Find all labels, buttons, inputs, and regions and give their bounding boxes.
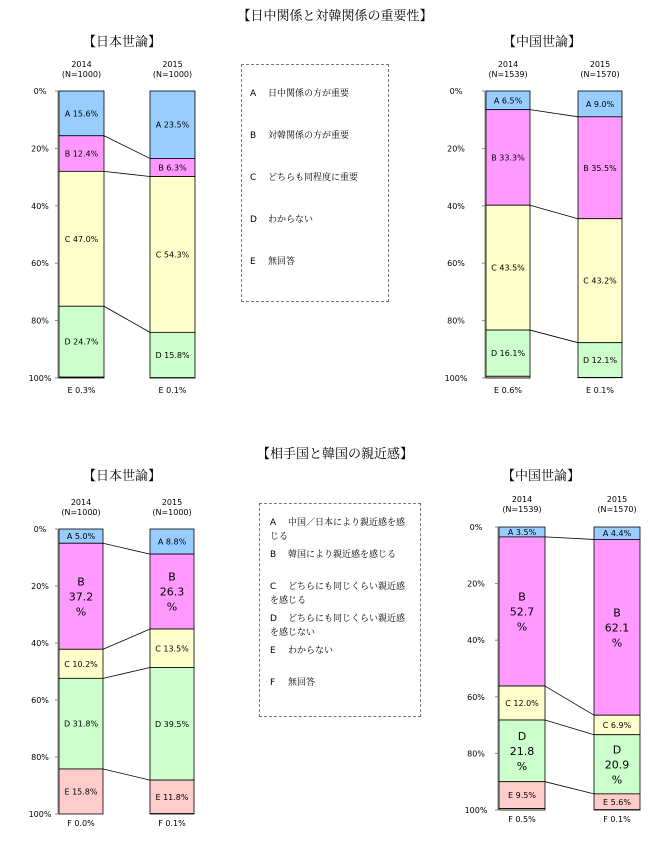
column-n: (N=1000) [61, 508, 101, 517]
legend-key: E [250, 257, 256, 267]
chart-title: 【中国世論】 [502, 35, 582, 50]
data-label: D [517, 729, 527, 743]
data-label: % [611, 773, 623, 787]
y-tick-label: 80% [447, 316, 465, 326]
data-label: % [75, 605, 87, 619]
chart-title: 【日本世論】 [82, 35, 162, 50]
data-label: D 16.1% [490, 349, 526, 359]
column-footnote: E 0.3% [67, 386, 96, 395]
y-tick-label: 60% [31, 696, 49, 705]
chart-2 [29, 468, 194, 828]
connector-line [545, 537, 594, 540]
data-label: B 33.3% [491, 153, 525, 163]
data-label: C 54.3% [155, 250, 190, 260]
data-label: B [77, 575, 85, 589]
legend-text: 無回答 [288, 678, 316, 688]
column-footnote: F 0.1% [603, 815, 631, 824]
data-label: D 15.8% [155, 351, 190, 361]
data-label: A 4.4% [602, 529, 632, 539]
data-label: C 12.0% [505, 699, 539, 709]
connector-line [103, 543, 150, 554]
legend-key: C [270, 582, 277, 592]
data-label: 21.8 [509, 744, 535, 758]
data-label: B 6.3% [158, 163, 187, 173]
column-n: (N=1570) [597, 505, 637, 514]
bar-segment-e [59, 377, 104, 378]
y-tick-label: 20% [31, 582, 49, 591]
y-tick-label: 100% [28, 374, 52, 383]
legend-text: どちらにも同じくらい親近感を感じない [270, 614, 406, 638]
legend-key: D [250, 215, 257, 225]
y-tick-label: 60% [31, 259, 49, 269]
legend-text: 韓国により親近感を感じる [288, 550, 397, 560]
column-year: 2014 [511, 495, 533, 504]
data-label: % [611, 636, 623, 650]
column-n: (N=1000) [152, 70, 193, 79]
y-tick-label: 0% [449, 87, 463, 96]
data-label: C 43.2% [583, 276, 617, 286]
connector-line [545, 720, 594, 735]
data-label: B [613, 606, 621, 620]
chart-title: 【日本世論】 [82, 469, 162, 484]
data-label: 37.2 [68, 590, 94, 604]
y-tick-label: 40% [447, 201, 465, 211]
y-tick-label: 40% [31, 201, 49, 211]
data-label: D [612, 743, 622, 757]
data-label: D 24.7% [64, 337, 99, 347]
data-label: B 12.4% [64, 149, 99, 159]
connector-line [530, 330, 578, 343]
column-year: 2014 [71, 60, 92, 69]
column-n: (N=1000) [61, 70, 102, 79]
connector-line [104, 306, 150, 332]
column-footnote: F 0.5% [508, 815, 536, 824]
data-label: 26.3 [159, 585, 185, 599]
y-tick-label: 60% [467, 692, 485, 702]
data-label: E 11.8% [155, 792, 189, 802]
data-label: D 12.1% [582, 356, 618, 366]
legend-text: 中国／日本により親近感を感じる [270, 518, 406, 542]
chart-3 [465, 468, 640, 824]
data-label: C 13.5% [155, 644, 189, 654]
connector-line [103, 769, 150, 780]
data-label: 62.1 [604, 621, 630, 635]
data-label: D 31.8% [63, 719, 99, 729]
y-tick-label: 20% [467, 579, 485, 589]
data-label: A 9.0% [585, 99, 615, 109]
data-label: A 15.6% [64, 109, 99, 119]
data-label: A 6.5% [493, 96, 523, 106]
y-tick-label: 100% [28, 810, 52, 819]
column-year: 2015 [161, 498, 183, 507]
legend-text: わからない [268, 215, 314, 225]
column-n: (N=1000) [152, 508, 192, 517]
data-label: A 5.0% [66, 532, 96, 542]
data-label: B 35.5% [583, 163, 617, 173]
legend-key: F [270, 678, 276, 688]
y-tick-label: 100% [444, 374, 468, 383]
data-label: % [516, 759, 528, 773]
y-tick-label: 0% [33, 525, 47, 534]
connector-line [104, 136, 150, 159]
data-label: % [516, 620, 528, 634]
data-label: C 10.2% [64, 659, 98, 669]
y-tick-label: 0% [469, 523, 483, 532]
data-label: C 43.5% [491, 263, 525, 273]
column-footnote: F 0.1% [158, 819, 186, 828]
legend-text: わからない [288, 646, 334, 656]
data-label: E 5.6% [603, 797, 631, 807]
data-label: A 8.8% [157, 537, 187, 547]
legend-text: どちらにも同じくらい親近感を感じる [270, 582, 406, 606]
connector-line [545, 686, 594, 715]
chart-0 [29, 34, 195, 395]
bar-segment-f [499, 809, 545, 810]
chart-1 [445, 34, 622, 395]
data-label: E 9.5% [508, 791, 536, 801]
y-tick-label: 100% [464, 806, 488, 815]
legend-text: 無回答 [268, 257, 296, 267]
y-tick-label: 80% [31, 316, 49, 326]
connector-line [545, 782, 594, 794]
legend-text: 対韓関係の方が重要 [268, 131, 350, 141]
data-label: B [168, 570, 176, 584]
column-footnote: E 0.1% [586, 386, 614, 395]
column-n: (N=1539) [502, 505, 542, 514]
column-n: (N=1539) [488, 70, 528, 79]
data-label: 52.7 [509, 605, 535, 619]
y-tick-label: 40% [467, 636, 485, 646]
bar-segment-e [486, 376, 530, 378]
data-label: 20.9 [604, 758, 630, 772]
column-footnote: E 0.1% [158, 386, 187, 395]
data-label: B [518, 590, 526, 604]
column-year: 2015 [162, 60, 183, 69]
connector-line [103, 668, 150, 679]
column-year: 2014 [70, 498, 92, 507]
connector-line [103, 629, 150, 649]
data-label: C 6.9% [602, 720, 632, 730]
legend-key: B [250, 131, 257, 141]
column-n: (N=1570) [580, 70, 620, 79]
legend-key: E [270, 646, 276, 656]
data-label: % [166, 600, 178, 614]
connector-line [530, 110, 578, 117]
column-year: 2015 [589, 60, 611, 69]
column-footnote: E 0.6% [494, 386, 522, 395]
legend-key: A [250, 89, 257, 99]
legend-key: A [270, 518, 277, 528]
legend-key: C [250, 173, 257, 183]
legend-key: B [270, 550, 277, 560]
connector-line [104, 171, 150, 176]
legend-key: D [270, 614, 277, 624]
data-label: D 39.5% [154, 719, 190, 729]
data-label: A 23.5% [155, 120, 190, 130]
y-tick-label: 20% [31, 144, 49, 154]
y-tick-label: 80% [467, 749, 485, 759]
column-footnote: F 0.0% [67, 819, 95, 828]
y-tick-label: 60% [447, 259, 465, 269]
y-tick-label: 40% [31, 639, 49, 648]
section-title-affinity: 【相手国と韓国の親近感】 [256, 447, 413, 462]
data-label: C 47.0% [64, 234, 99, 244]
legend-text: 日中関係の方が重要 [268, 89, 350, 99]
section-title-importance: 【日中関係と対韓関係の重要性】 [237, 9, 433, 24]
legend-text: どちらも同程度に重要 [268, 173, 359, 183]
connector-line [530, 205, 578, 218]
y-tick-label: 0% [33, 87, 47, 96]
column-year: 2014 [497, 60, 519, 69]
y-tick-label: 80% [31, 753, 49, 762]
data-label: E 15.8% [64, 787, 98, 797]
column-year: 2015 [606, 495, 628, 504]
y-tick-label: 20% [447, 144, 465, 154]
data-label: A 3.5% [507, 527, 537, 537]
chart-title: 【中国世論】 [501, 469, 581, 484]
